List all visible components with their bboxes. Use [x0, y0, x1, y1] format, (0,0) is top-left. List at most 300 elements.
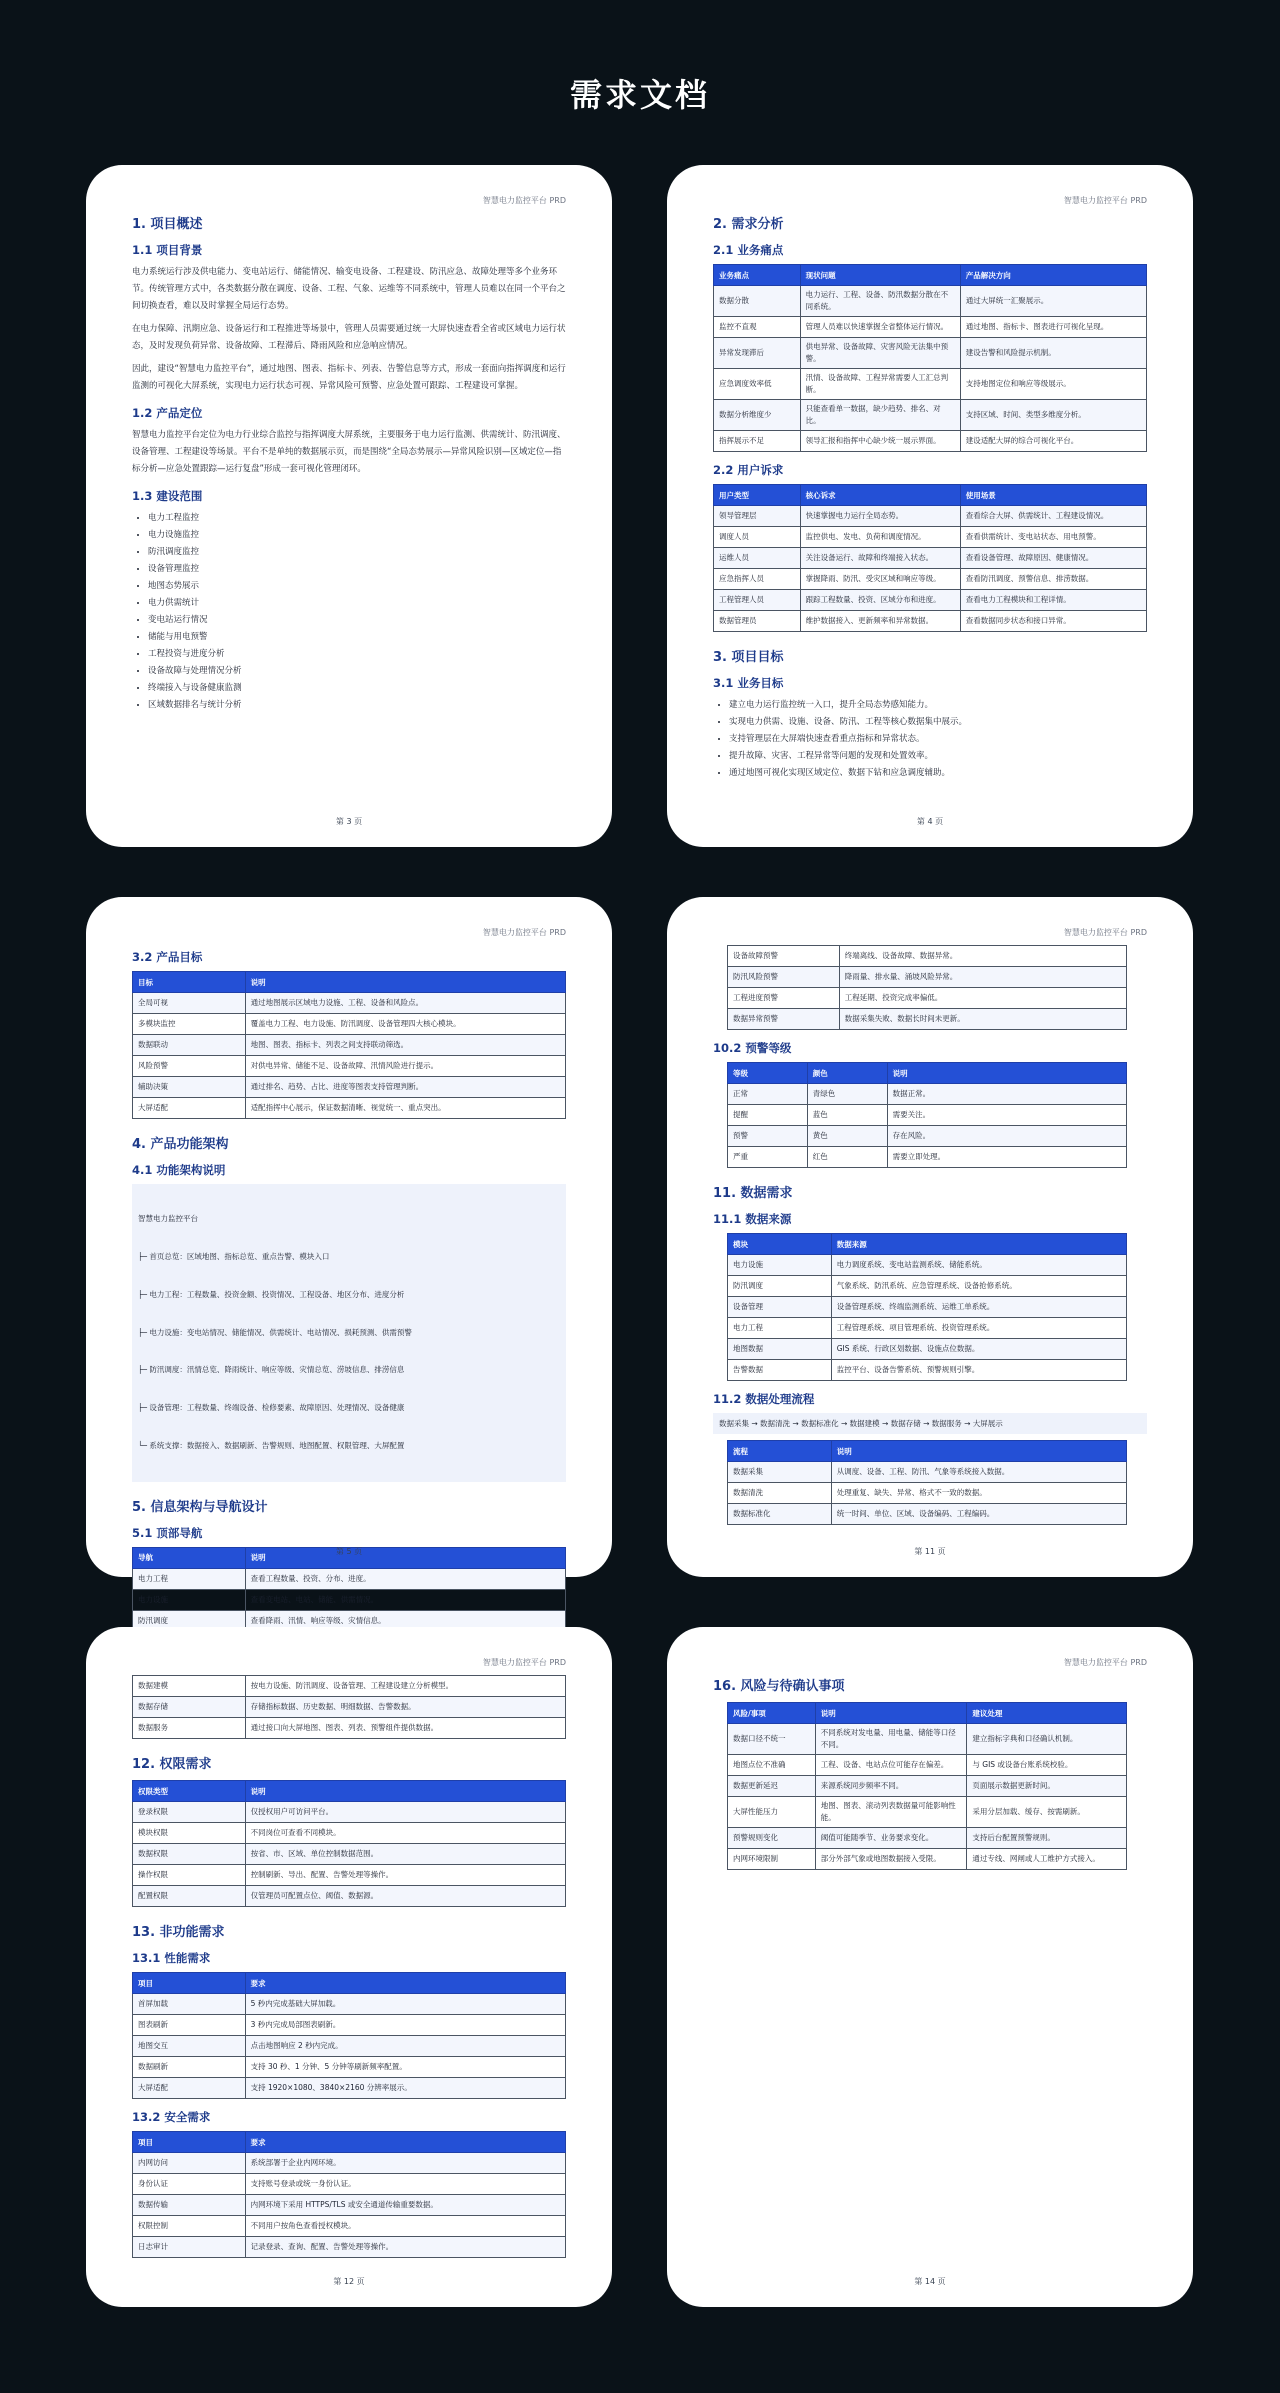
table-cell: 气象系统、防汛系统、应急管理系统、设备抢修系统。	[831, 1276, 1126, 1297]
column-header: 导航	[133, 1547, 246, 1568]
list-item: • 建立电力运行监控统一入口，提升全局态势感知能力。	[729, 697, 1147, 714]
table-cell: 青绿色	[807, 1084, 887, 1105]
table-cell: 电力调度系统、变电站监测系统、储能系统。	[831, 1255, 1126, 1276]
table-row	[133, 2153, 566, 2174]
table-cell: 异常发现滞后	[714, 338, 801, 369]
list-item: • 设备管理监控	[148, 561, 566, 578]
table-cell: 仅授权用户可访问平台。	[245, 1802, 565, 1823]
table-cell: 防汛风险预警	[728, 967, 840, 988]
table-cell: 从调度、设备、工程、防汛、气象等系统接入数据。	[831, 1462, 1126, 1483]
table-row	[714, 569, 1147, 590]
table-cell: 记录登录、查询、配置、告警处理等操作。	[245, 2237, 565, 2258]
table-cell: 数据更新延迟	[728, 1776, 816, 1797]
table-cell: 大屏适配	[133, 1098, 246, 1119]
page-footer: 第 11 页	[914, 1547, 946, 1556]
table-cell: 控制刷新、导出、配置、告警处理等操作。	[245, 1865, 565, 1886]
architecture-tree	[132, 1184, 566, 1482]
table-cell: 统一时间、单位、区域、设备编码、工程编码。	[831, 1504, 1126, 1525]
table-row	[728, 1105, 1127, 1126]
heading-risks: 16. 风险与待确认事项	[713, 1679, 845, 1694]
table-cell: 系统部署于企业内网环境。	[245, 2153, 565, 2174]
column-header: 说明	[245, 972, 565, 993]
table-cell: 处理重复、缺失、异常、格式不一致的数据。	[831, 1483, 1126, 1504]
list-item: • 防汛调度监控	[148, 544, 566, 561]
table-row	[728, 967, 1127, 988]
table-cell: 电力运行、工程、设备、防汛数据分散在不同系统。	[800, 286, 960, 317]
list-item: • 终端接入与设备健康监测	[148, 680, 566, 697]
table-cell: 需要立即处理。	[887, 1147, 1126, 1168]
table-row	[728, 1297, 1127, 1318]
table-row	[714, 527, 1147, 548]
paragraph: 因此，建设“智慧电力监控平台”，通过地图、图表、指标卡、列表、告警信息等方式，形成一套面向指挥调度和运行监测的可视化大屏系统，实现电力运行状态可视、异常风险可预警、应急处置可跟踪、工程建设可掌握。	[132, 364, 566, 391]
table-cell: 只能查看单一数据，缺少趋势、排名、对比。	[800, 400, 960, 431]
table-cell: 数据分散	[714, 286, 801, 317]
table-cell: 维护数据接入、更新频率和异常数据。	[800, 611, 960, 632]
table-row	[728, 1849, 1127, 1870]
table-row	[133, 2015, 566, 2036]
table-cell: 预警规则变化	[728, 1828, 816, 1849]
table-row	[133, 2216, 566, 2237]
list-item: • 电力工程监控	[148, 510, 566, 527]
table-cell: 3 秒内完成局部图表刷新。	[245, 2015, 565, 2036]
table-row	[728, 1776, 1127, 1797]
list-item: • 工程投资与进度分析	[148, 646, 566, 663]
table-cell: 数据口径不统一	[728, 1724, 816, 1755]
table-row	[728, 1084, 1127, 1105]
table-row	[133, 1802, 566, 1823]
tree-line: 智慧电力监控平台	[138, 1214, 198, 1224]
table-cell: 建设适配大屏的综合可视化平台。	[960, 431, 1146, 452]
table-row	[133, 1886, 566, 1907]
column-header: 要求	[245, 1973, 565, 1994]
table-cell: 采用分层加载、缓存、按需刷新。	[967, 1797, 1127, 1828]
pain-points-table	[713, 264, 1147, 452]
table-row	[728, 1318, 1127, 1339]
column-header: 业务痛点	[714, 265, 801, 286]
table-row	[714, 431, 1147, 452]
table-row	[714, 611, 1147, 632]
table-cell: 终端离线、设备故障、数据异常。	[839, 946, 1126, 967]
table-cell: 登录权限	[133, 1802, 246, 1823]
table-cell: 掌握降雨、防汛、受灾区域和响应等级。	[800, 569, 960, 590]
column-header: 要求	[245, 2132, 565, 2153]
table-cell: 仅管理员可配置点位、阈值、数据源。	[245, 1886, 565, 1907]
table-row	[133, 993, 566, 1014]
heading-user-needs: 2.2 用户诉求	[713, 463, 784, 477]
table-row	[728, 1360, 1127, 1381]
table-cell: 大屏适配	[133, 2078, 246, 2099]
column-header: 用户类型	[714, 485, 801, 506]
table-cell: 电力工程	[133, 1568, 246, 1589]
table-row	[714, 369, 1147, 400]
list-item: • 支持管理层在大屏端快速查看重点指标和异常状态。	[729, 731, 1147, 748]
table-cell: 查看设备管理、故障原因、健康情况。	[960, 548, 1146, 569]
page-header: 智慧电力监控平台 PRD	[482, 928, 566, 937]
table-row	[133, 2057, 566, 2078]
table-cell: 地图、图表、滚动列表数据量可能影响性能。	[815, 1797, 967, 1828]
table-cell: 阈值可能随季节、业务要求变化。	[815, 1828, 967, 1849]
paragraph: 电力系统运行涉及供电能力、变电站运行、储能情况、输变电设备、工程建设、防汛应急、故障处理等多个业务环节。传统管理方式中，各类数据分散在调度、设备、工程、气象、运维等不同系统中，管理人员难以在同一个平台之间切换查看，难以及时掌握全局运行态势。	[132, 267, 566, 311]
page-3	[86, 165, 612, 847]
table-row	[133, 1035, 566, 1056]
table-cell: 支持后台配置预警规则。	[967, 1828, 1127, 1849]
paragraph: 在电力保障、汛期应急、设备运行和工程推进等场景中，管理人员需要通过统一大屏快速查看全省或区域电力运行状态，及时发现负荷异常、设备故障、工程滞后、降雨风险和应急响应情况。	[132, 324, 566, 351]
table-cell: 不同岗位可查看不同模块。	[245, 1823, 565, 1844]
table-cell: 领导汇报和指挥中心缺少统一展示界面。	[800, 431, 960, 452]
heading-security: 13.2 安全需求	[132, 2110, 211, 2124]
table-cell: 设备故障预警	[728, 946, 840, 967]
page-footer: 第 3 页	[335, 817, 363, 826]
list-item: • 变电站运行情况	[148, 612, 566, 629]
alert-level-table	[727, 1062, 1127, 1168]
table-cell: 数据采集失败、数据长时间未更新。	[839, 1009, 1126, 1030]
table-row	[133, 1077, 566, 1098]
table-row	[714, 317, 1147, 338]
table-row	[133, 2195, 566, 2216]
table-cell: 预警	[728, 1126, 808, 1147]
page-footer: 第 14 页	[914, 2277, 946, 2286]
column-header: 模块	[728, 1234, 832, 1255]
table-cell: 跟踪工程数量、投资、区域分布和进度。	[800, 590, 960, 611]
table-cell: 多模块监控	[133, 1014, 246, 1035]
tree-line: ├─ 防汛调度：汛情总览、降雨统计、响应等级、灾情总览、涝坡信息、排涝信息	[138, 1365, 405, 1375]
table-cell: 运维人员	[714, 548, 801, 569]
table-cell: 模块权限	[133, 1823, 246, 1844]
table-cell: 日志审计	[133, 2237, 246, 2258]
heading-background: 1.1 项目背景	[132, 243, 203, 257]
column-header: 说明	[831, 1441, 1126, 1462]
table-cell: 通过地图展示区域电力设施、工程、设备和风险点。	[245, 993, 565, 1014]
heading-data-flow: 11.2 数据处理流程	[713, 1392, 815, 1406]
table-cell: 查看电力工程模块和工程详情。	[960, 590, 1146, 611]
page-12	[86, 1627, 612, 2307]
table-cell: 数据管理员	[714, 611, 801, 632]
table-cell: 内网访问	[133, 2153, 246, 2174]
tree-line: ├─ 设备管理：工程数量、终端设备、检修要素、故障原因、处理情况、设备健康	[138, 1403, 405, 1413]
table-cell: 内网环境下采用 HTTPS/TLS 或安全通道传输重要数据。	[245, 2195, 565, 2216]
table-cell: 应急指挥人员	[714, 569, 801, 590]
table-cell: 数据标准化	[728, 1504, 832, 1525]
page-14	[667, 1627, 1193, 2307]
table-cell: 严重	[728, 1147, 808, 1168]
table-cell: 管理人员难以快速掌握全省整体运行情况。	[800, 317, 960, 338]
table-cell: 数据存储	[133, 1697, 246, 1718]
table-row	[133, 1718, 566, 1739]
table-cell: 指挥展示不足	[714, 431, 801, 452]
table-row	[728, 1755, 1127, 1776]
table-cell: 首屏加载	[133, 1994, 246, 2015]
list-item: • 设备故障与处理情况分析	[148, 663, 566, 680]
table-row	[133, 1865, 566, 1886]
table-cell: 辅助决策	[133, 1077, 246, 1098]
table-cell: 查看工程数量、投资、分布、进度。	[245, 1568, 565, 1589]
security-table	[132, 2131, 566, 2258]
table-cell: 数据正常。	[887, 1084, 1126, 1105]
table-row	[728, 1339, 1127, 1360]
table-cell: 工程管理系统、项目管理系统、投资管理系统。	[831, 1318, 1126, 1339]
table-cell: 建立指标字典和口径确认机制。	[967, 1724, 1127, 1755]
list-item: • 地图态势展示	[148, 578, 566, 595]
heading-positioning: 1.2 产品定位	[132, 406, 203, 420]
list-item: • 电力供需统计	[148, 595, 566, 612]
table-cell: 查看综合大屏、供需统计、工程建设情况。	[960, 506, 1146, 527]
table-row	[133, 2174, 566, 2195]
table-row	[728, 1462, 1127, 1483]
table-cell: 防汛调度	[133, 1610, 246, 1631]
table-cell: 图表刷新	[133, 2015, 246, 2036]
list-item: • 储能与用电预警	[148, 629, 566, 646]
page-header: 智慧电力监控平台 PRD	[482, 1658, 566, 1667]
table-cell: 大屏性能压力	[728, 1797, 816, 1828]
table-row	[728, 1828, 1127, 1849]
table-cell: 设备管理	[728, 1297, 832, 1318]
heading-information-architecture: 5. 信息架构与导航设计	[132, 1499, 268, 1515]
table-cell: 通过大屏统一汇聚展示。	[960, 286, 1146, 317]
table-row	[133, 1823, 566, 1844]
heading-scope: 1.3 建设范围	[132, 489, 203, 503]
column-header: 目标	[133, 972, 246, 993]
table-cell: 正常	[728, 1084, 808, 1105]
table-cell: 调度人员	[714, 527, 801, 548]
table-cell: 降雨量、排水量、涌坡风险异常。	[839, 967, 1126, 988]
table-cell: 汛情、设备故障、工程异常需要人工汇总判断。	[800, 369, 960, 400]
table-cell: 5 秒内完成基础大屏加载。	[245, 1994, 565, 2015]
table-row	[133, 1676, 566, 1697]
table-cell: 点击地图响应 2 秒内完成。	[245, 2036, 565, 2057]
column-header: 颜色	[807, 1063, 887, 1084]
table-cell: 建设告警和风险提示机制。	[960, 338, 1146, 369]
page-footer: 第 12 页	[333, 2277, 365, 2286]
table-cell: 通过专线、网闸或人工维护方式接入。	[967, 1849, 1127, 1870]
table-cell: 来源系统同步频率不同。	[815, 1776, 967, 1797]
table-cell: 地图、图表、指标卡、列表之间支持联动筛选。	[245, 1035, 565, 1056]
table-cell: 全局可视	[133, 993, 246, 1014]
table-cell: 不同系统对发电量、用电量、储能等口径不同。	[815, 1724, 967, 1755]
column-header: 说明	[245, 1547, 565, 1568]
table-cell: 告警数据	[728, 1360, 832, 1381]
heading-analysis: 2. 需求分析	[713, 217, 784, 232]
page-4	[667, 165, 1193, 847]
table-row	[133, 2237, 566, 2258]
table-cell: 蓝色	[807, 1105, 887, 1126]
table-cell: 设备管理系统、终端监测系统、运维工单系统。	[831, 1297, 1126, 1318]
table-cell: 部分外部气象或地图数据接入受限。	[815, 1849, 967, 1870]
table-row	[728, 946, 1127, 967]
table-row	[714, 590, 1147, 611]
table-cell: 数据建模	[133, 1676, 246, 1697]
heading-data-requirements: 11. 数据需求	[713, 1186, 793, 1201]
permissions-table	[132, 1780, 566, 1907]
table-cell: 数据分析维度少	[714, 400, 801, 431]
table-row	[133, 2078, 566, 2099]
list-item: • 区域数据排名与统计分析	[148, 697, 566, 714]
product-goals-table	[132, 971, 566, 1119]
table-cell: 支持账号登录或统一身份认证。	[245, 2174, 565, 2195]
page-footer: 第 4 页	[916, 817, 944, 826]
column-header: 使用场景	[960, 485, 1146, 506]
table-cell: 按省、市、区域、单位控制数据范围。	[245, 1844, 565, 1865]
table-row	[714, 506, 1147, 527]
page-header: 智慧电力监控平台 PRD	[1063, 196, 1147, 205]
column-header: 权限类型	[133, 1781, 246, 1802]
table-row	[728, 1483, 1127, 1504]
table-row	[133, 1589, 566, 1610]
table-row	[728, 1009, 1127, 1030]
table-row	[133, 1098, 566, 1119]
performance-table	[132, 1972, 566, 2099]
table-cell: 存在风险。	[887, 1126, 1126, 1147]
table-cell: GIS 系统、行政区划数据、设施点位数据。	[831, 1339, 1126, 1360]
table-cell: 支持地图定位和响应等级展示。	[960, 369, 1146, 400]
list-item: • 实现电力供需、设施、设备、防汛、工程等核心数据集中展示。	[729, 714, 1147, 731]
tree-line: └─ 系统支撑：数据接入、数据刷新、告警规则、地图配置、权限管理、大屏配置	[138, 1440, 405, 1450]
table-cell: 数据采集	[728, 1462, 832, 1483]
page-header: 智慧电力监控平台 PRD	[1063, 1658, 1147, 1667]
heading-product-goals: 3.2 产品目标	[132, 950, 203, 964]
data-flow-table	[727, 1440, 1127, 1525]
table-cell: 监控不直观	[714, 317, 801, 338]
table-cell: 工程延期、投资完成率偏低。	[839, 988, 1126, 1009]
table-cell: 工程进度预警	[728, 988, 840, 1009]
risks-table	[727, 1702, 1127, 1870]
table-cell: 数据异常预警	[728, 1009, 840, 1030]
heading-overview: 1. 项目概述	[132, 217, 203, 232]
tree-line: ├─ 首页总览：区域地图、指标总览、重点告警、模块入口	[138, 1251, 330, 1261]
table-cell: 电力设施	[728, 1255, 832, 1276]
table-cell: 页面展示数据更新时间。	[967, 1776, 1127, 1797]
table-cell: 地图交互	[133, 2036, 246, 2057]
table-cell: 通过地图、指标卡、图表进行可视化呈现。	[960, 317, 1146, 338]
table-cell: 电力工程	[728, 1318, 832, 1339]
page-11	[667, 897, 1193, 1577]
data-sources-table	[727, 1233, 1127, 1381]
table-cell: 数据联动	[133, 1035, 246, 1056]
table-cell: 监控供电、发电、负荷和调度情况。	[800, 527, 960, 548]
table-cell: 提醒	[728, 1105, 808, 1126]
table-cell: 工程管理人员	[714, 590, 801, 611]
heading-architecture-desc: 4.1 功能架构说明	[132, 1163, 226, 1177]
table-cell: 支持 1920×1080、3840×2160 分辨率展示。	[245, 2078, 565, 2099]
alert-types-table-continued	[727, 945, 1127, 1030]
heading-goals: 3. 项目目标	[713, 650, 784, 665]
table-row	[714, 338, 1147, 369]
table-cell: 应急调度效率低	[714, 369, 801, 400]
table-row	[133, 1568, 566, 1589]
heading-data-sources: 11.1 数据来源	[713, 1212, 792, 1226]
table-row	[728, 1126, 1127, 1147]
table-cell: 查看变电站、电站、储能、供需情况。	[245, 1589, 565, 1610]
heading-performance: 13.1 性能需求	[132, 1951, 211, 1965]
table-cell: 快速掌握电力运行全局态势。	[800, 506, 960, 527]
table-cell: 地图数据	[728, 1339, 832, 1360]
heading-non-functional: 13. 非功能需求	[132, 1925, 225, 1940]
table-row	[133, 1014, 566, 1035]
table-cell: 操作权限	[133, 1865, 246, 1886]
column-header: 风险/事项	[728, 1703, 816, 1724]
table-row	[133, 1056, 566, 1077]
table-cell: 监控平台、设备告警系统、预警规则引擎。	[831, 1360, 1126, 1381]
table-row	[714, 400, 1147, 431]
data-flow-line: 数据采集 → 数据清洗 → 数据标准化 → 数据建模 → 数据存储 → 数据服务 → 大屏展示	[713, 1413, 1147, 1434]
column-header: 数据来源	[831, 1234, 1126, 1255]
table-cell: 查看防汛调度、预警信息、排涝数据。	[960, 569, 1146, 590]
tree-line: ├─ 电力工程：工程数量、投资金额、投资情况、工程设备、地区分布、进度分析	[138, 1289, 405, 1299]
table-cell: 查看数据同步状态和接口异常。	[960, 611, 1146, 632]
table-cell: 地图点位不准确	[728, 1755, 816, 1776]
column-header: 核心诉求	[800, 485, 960, 506]
table-row	[728, 1724, 1127, 1755]
heading-top-nav: 5.1 顶部导航	[132, 1525, 203, 1540]
table-row	[728, 1255, 1127, 1276]
table-cell: 数据传输	[133, 2195, 246, 2216]
column-header: 说明	[245, 1781, 565, 1802]
table-cell: 数据权限	[133, 1844, 246, 1865]
table-cell: 电力设施	[133, 1589, 246, 1610]
paragraph: 智慧电力监控平台定位为电力行业综合监控与指挥调度大屏系统，主要服务于电力运行监测、供需统计、防汛调度、设备管理、工程建设等场景。平台不是单纯的数据展示页，而是围绕“全局态势展示—异常风险识别—区域定位—指标分析—应急处置跟踪—运行复盘”形成一套可视化管理闭环。	[132, 430, 566, 474]
column-header: 项目	[133, 2132, 246, 2153]
table-row	[728, 988, 1127, 1009]
table-cell: 对供电异常、储能不足、设备故障、汛情风险进行提示。	[245, 1056, 565, 1077]
page-footer: 第 5 页	[335, 1547, 363, 1556]
table-row	[133, 1994, 566, 2015]
scope-list	[132, 510, 566, 714]
heading-permissions: 12. 权限需求	[132, 1757, 212, 1772]
data-flow-table-continued	[132, 1675, 566, 1739]
table-cell: 配置权限	[133, 1886, 246, 1907]
heading-business-goals: 3.1 业务目标	[713, 676, 784, 690]
table-row	[133, 2036, 566, 2057]
table-cell: 适配指挥中心展示，保证数据清晰、视觉统一、重点突出。	[245, 1098, 565, 1119]
table-cell: 需要关注。	[887, 1105, 1126, 1126]
table-row	[133, 1844, 566, 1865]
page-header: 智慧电力监控平台 PRD	[1063, 928, 1147, 937]
user-needs-table	[713, 484, 1147, 632]
table-cell: 红色	[807, 1147, 887, 1168]
column-header: 现状问题	[800, 265, 960, 286]
table-cell: 身份认证	[133, 2174, 246, 2195]
table-cell: 风险预警	[133, 1056, 246, 1077]
column-header: 项目	[133, 1973, 246, 1994]
column-header: 说明	[815, 1703, 967, 1724]
table-cell: 与 GIS 或设备台账系统校验。	[967, 1755, 1127, 1776]
column-header: 流程	[728, 1441, 832, 1462]
table-cell: 数据清洗	[728, 1483, 832, 1504]
table-cell: 领导管理层	[714, 506, 801, 527]
table-row	[728, 1797, 1127, 1828]
document-title: 需求文档	[569, 76, 710, 114]
table-cell: 工程、设备、电站点位可能存在偏差。	[815, 1755, 967, 1776]
table-cell: 覆盖电力工程、电力设施、防汛调度、设备管理四大核心模块。	[245, 1014, 565, 1035]
table-row	[714, 548, 1147, 569]
heading-architecture: 4. 产品功能架构	[132, 1137, 229, 1152]
column-header: 等级	[728, 1063, 808, 1084]
table-cell: 按电力设施、防汛调度、设备管理、工程建设建立分析模型。	[245, 1676, 565, 1697]
table-cell: 通过排名、趋势、占比、进度等图表支持管理判断。	[245, 1077, 565, 1098]
table-row	[714, 286, 1147, 317]
table-row	[728, 1504, 1127, 1525]
table-cell: 数据服务	[133, 1718, 246, 1739]
table-cell: 内网环境限制	[728, 1849, 816, 1870]
table-cell: 支持 30 秒、1 分钟、5 分钟等刷新频率配置。	[245, 2057, 565, 2078]
column-header: 产品解决方向	[960, 265, 1146, 286]
table-cell: 关注设备运行、故障和终端接入状态。	[800, 548, 960, 569]
table-row	[133, 1697, 566, 1718]
table-cell: 查看供需统计、变电站状态、用电预警。	[960, 527, 1146, 548]
table-cell: 权限控制	[133, 2216, 246, 2237]
goals-list	[713, 697, 1147, 782]
page-5	[86, 897, 612, 1625]
list-item: • 提升故障、灾害、工程异常等问题的发现和处置效率。	[729, 748, 1147, 765]
